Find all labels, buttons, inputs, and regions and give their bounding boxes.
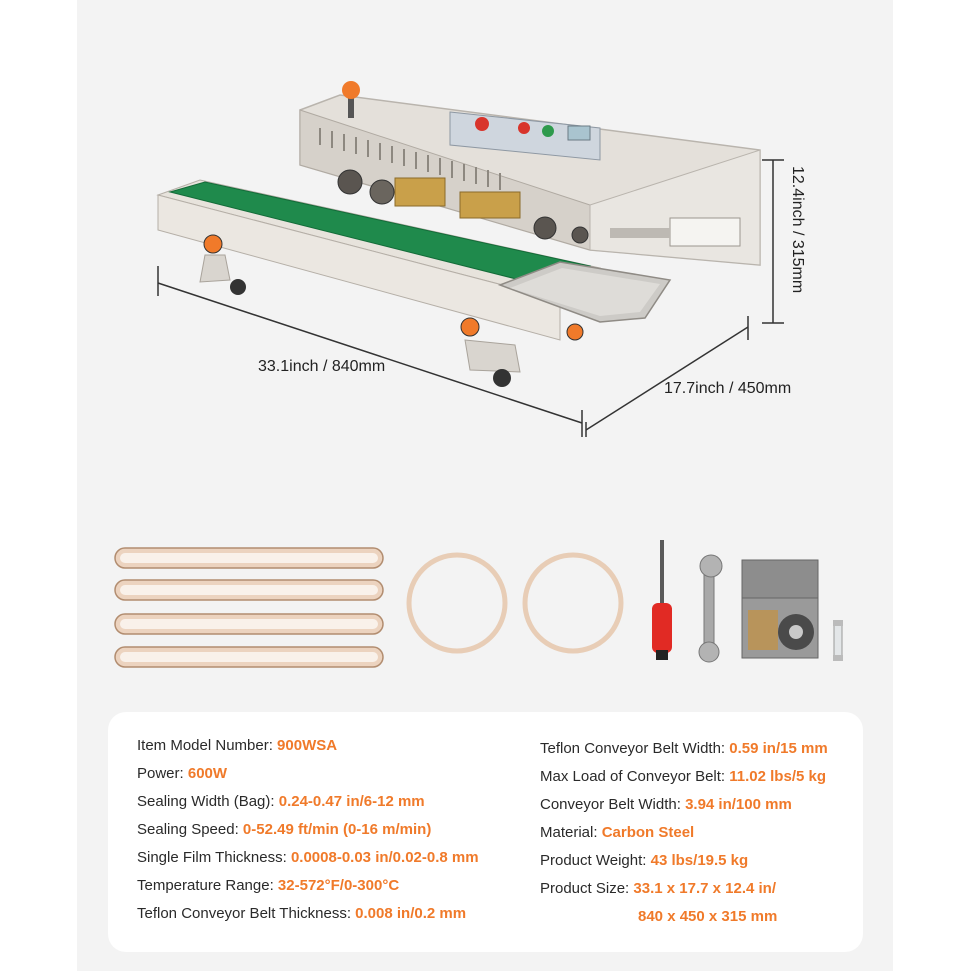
- spec-model-number: Item Model Number: 900WSA: [137, 737, 338, 754]
- spec-product-size: Product Size: 33.1 x 17.7 x 12.4 in/: [540, 880, 776, 897]
- spec-belt-width: Teflon Conveyor Belt Width: 0.59 in/15 mm: [540, 740, 828, 757]
- spec-power: Power: 600W: [137, 765, 228, 782]
- spec-material: Material: Carbon Steel: [540, 824, 695, 841]
- teflon-belt-icon: [409, 555, 621, 651]
- heating-band-icon: [115, 548, 383, 667]
- length-dimension-label: 33.1inch / 840mm: [258, 358, 386, 375]
- wrench-icon: [699, 555, 722, 662]
- type-character-box-icon: [742, 560, 818, 658]
- spec-sealing-width: Sealing Width (Bag): 0.24-0.47 in/6-12 mm: [137, 793, 425, 810]
- spec-max-load: Max Load of Conveyor Belt: 11.02 lbs/5 kg: [540, 768, 826, 785]
- spec-film-thickness: Single Film Thickness: 0.0008-0.03 in/0.02-0.8 mm: [137, 849, 479, 866]
- spec-sealing-speed: Sealing Speed: 0-52.49 ft/min (0-16 m/min): [137, 821, 432, 838]
- spec-belt-thickness: Teflon Conveyor Belt Thickness: 0.008 in/0.2 mm: [137, 905, 467, 922]
- height-dimension-label: 12.4inch / 315mm: [789, 166, 806, 294]
- spec-product-size-metric: 840 x 450 x 315 mm: [638, 908, 778, 925]
- screwdriver-icon: [652, 540, 672, 660]
- spec-product-weight: Product Weight: 43 lbs/19.5 kg: [540, 852, 749, 869]
- fuse-icon: [833, 620, 843, 661]
- depth-dimension-label: 17.7inch / 450mm: [664, 380, 792, 397]
- spec-temperature-range: Temperature Range: 32-572°F/0-300°C: [137, 877, 400, 894]
- spec-conveyor-width: Conveyor Belt Width: 3.94 in/100 mm: [540, 796, 792, 813]
